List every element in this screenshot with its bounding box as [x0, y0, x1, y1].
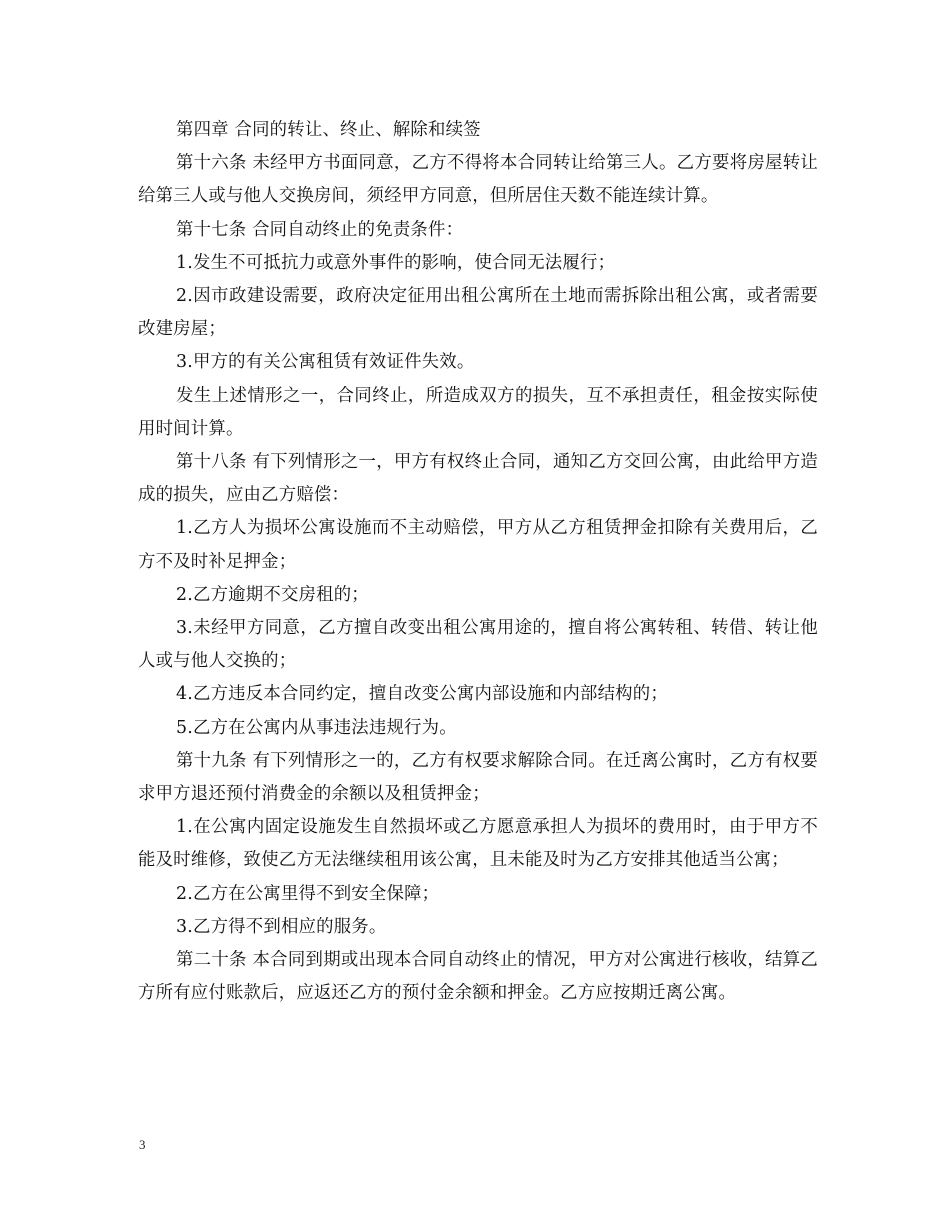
article-17-item-3: 3.甲方的有关公寓租赁有效证件失效。: [176, 352, 475, 373]
article-19-heading: 第十九条 有下列情形之一的，乙方有权要求解除合同。在迁离公寓时，乙方有权要求甲方退还预付消费金的余额以及租赁押金；: [138, 750, 818, 805]
article-19-item-2: 2.乙方在公寓里得不到安全保障；: [176, 883, 440, 904]
article-17-conclusion: 发生上述情形之一，合同终止，所造成双方的损失，互不承担责任，租金按实际使用时间计算。: [138, 385, 818, 439]
article-18-heading: 第十八条 有下列情形之一，甲方有权终止合同，通知乙方交回公寓，由此给甲方造成的损失，应由乙方赔偿：: [138, 452, 818, 506]
article-19-item-3: 3.乙方得不到相应的服务。: [176, 916, 387, 937]
article-18-item-1: 1.乙方人为损坏公寓设施而不主动赔偿，甲方从乙方租赁押金扣除有关费用后，乙方不及时补足押金；: [138, 518, 818, 572]
article-16: 第十六条 未经甲方书面同意，乙方不得将本合同转让给第三人。乙方要将房屋转让给第三人或与他人交换房间，须经甲方同意，但所居住天数不能连续计算。: [138, 153, 818, 207]
page-number: 3: [139, 1137, 146, 1152]
article-17-item-1: 1.发生不可抵抗力或意外事件的影响，使合同无法履行；: [176, 252, 616, 273]
article-17-item-2: 2.因市政建设需要，政府决定征用出租公寓所在土地而需拆除出租公寓，或者需要改建房屋；: [138, 286, 818, 340]
article-19-item-1: 1.在公寓内固定设施发生自然损坏或乙方愿意承担人为损坏的费用时，由于甲方不能及时维修，致使乙方无法继续租用该公寓，且未能及时为乙方安排其他适当公寓；: [138, 817, 818, 871]
article-18-item-4: 4.乙方违反本合同约定，擅自改变公寓内部设施和内部结构的；: [176, 684, 668, 705]
article-17-heading: 第十七条 合同自动终止的免责条件：: [176, 219, 464, 240]
article-20: 第二十条 本合同到期或出现本合同自动终止的情况，甲方对公寓进行核收，结算乙方所有应付账款后，应返还乙方的预付金余额和押金。乙方应按期迁离公寓。: [138, 950, 818, 1004]
article-18-item-3: 3.未经甲方同意，乙方擅自改变出租公寓用途的，擅自将公寓转租、转借、转让他人或与他人交换的；: [138, 618, 818, 672]
document-body: [138, 114, 818, 1010]
article-18-item-5: 5.乙方在公寓内从事违法违规行为。: [176, 717, 457, 738]
article-18-item-2: 2.乙方逾期不交房租的；: [176, 584, 369, 605]
chapter-heading: 第四章 合同的转让、终止、解除和续签: [176, 120, 481, 140]
